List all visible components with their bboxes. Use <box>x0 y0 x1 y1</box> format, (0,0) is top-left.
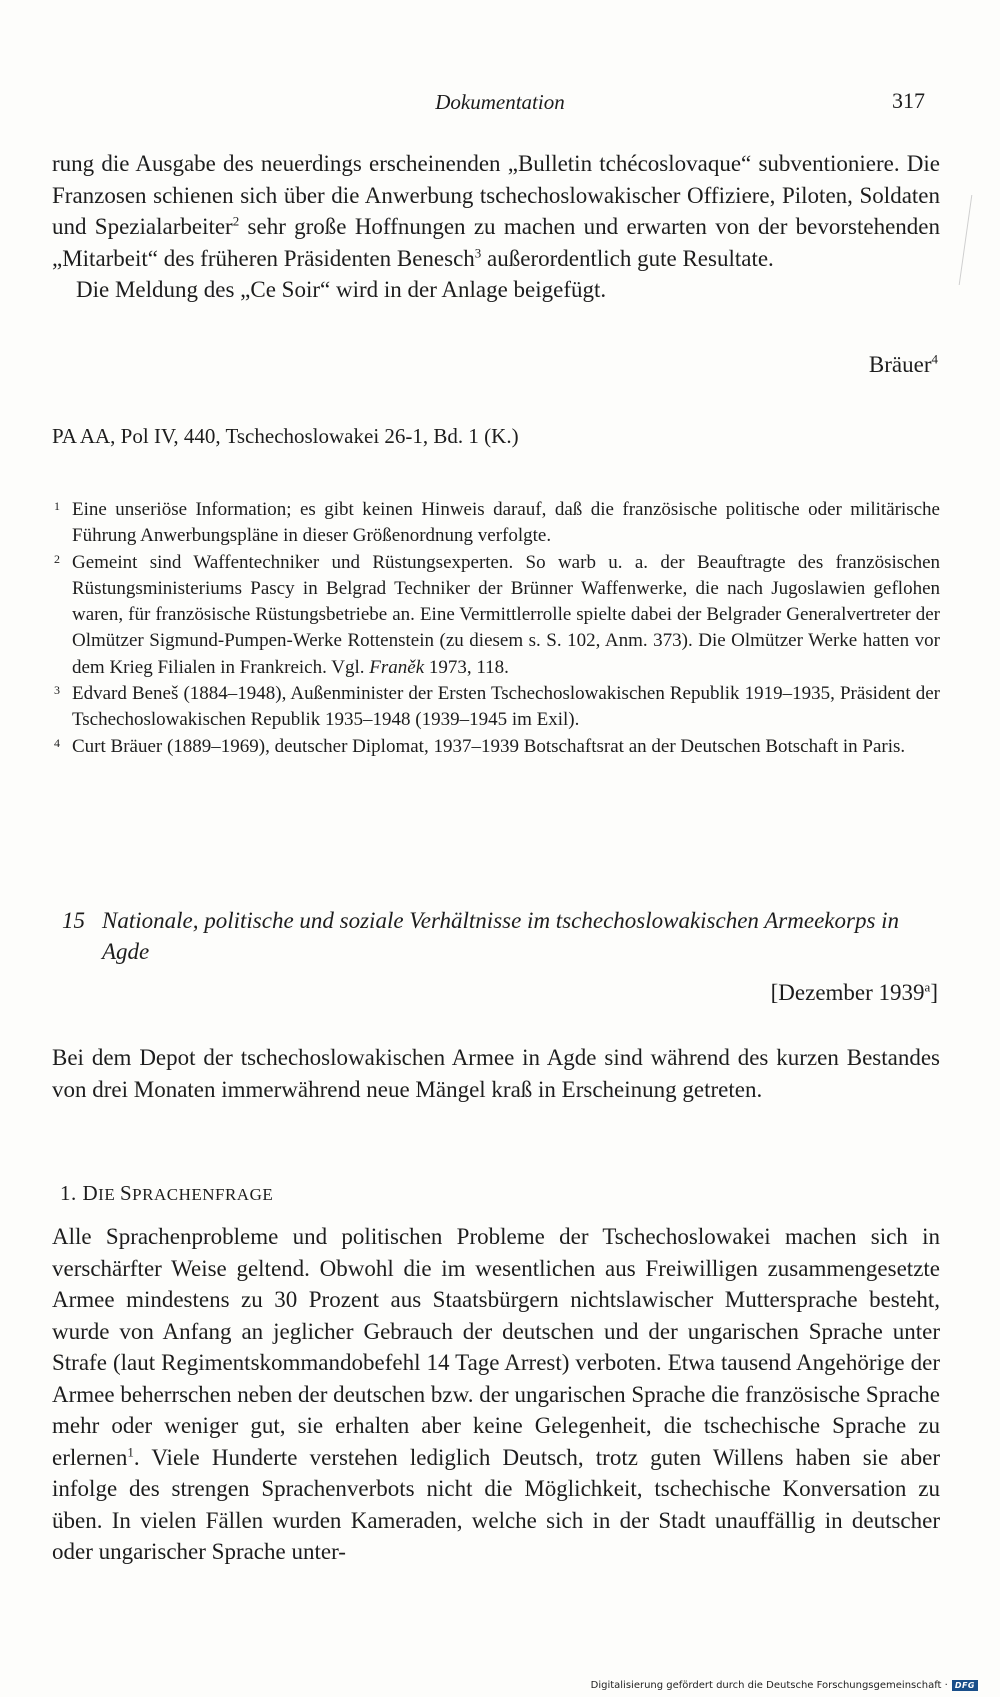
footnote-ref: 4 <box>931 351 938 367</box>
footnote: 3 Edvard Beneš (1884–1948), Außenminister der Ersten Tschechoslowakischen Republik 1919–1935, Präsident der Tschechoslowakischen Republik 1935–1948 (1939–1945 im Exil). <box>54 683 940 731</box>
signature: Bräuer$^4$ <box>868 351 938 377</box>
section-paragraph: Alle Sprachenprobleme und politischen Probleme der Tschechoslowakei machen sich in verschärfter Weise geltend. Obwohl die im wesentlichen aus Freiwilligen zusammengesetzte Armee mindestens zu 30 Prozent aus Staatsbürgern nichtslawischer Muttersprache besteht, wurde von Anfang an jeglicher Gebrauch der deutschen und der ungarischen Sprache unter Strafe (laut Regimentskommandobefehl 14 Tage Arrest) verboten. Etwa tausend Angehörige der Armee beherrschen neben der deutschen bzw. der ungarischen Sprache die französische Sprache mehr oder weniger gut, sie erhalten aber keine Gelegenheit, die tschechische Sprache zu erlernen$^1$. Viele Hunderte verstehen lediglich Deutsch, trotz guten Willens haben sie aber infolge des strengen Sprachenverbots nicht die Möglichkeit, tschechische Konversation zu üben. In vielen Fällen wurden Kameraden, welche sich in der Stadt unauffällig in deutscher oder ungarischer Sprache unter- <box>52 1224 940 1564</box>
intro-text <box>52 148 940 306</box>
digitization-credit: Digitalisierung gefördert durch die Deutsche Forschungsgemeinschaft · DFG <box>591 1680 978 1691</box>
footnote-ref: 3 <box>474 244 482 260</box>
section-heading: 1. DIE SPRACHENFRAGE <box>60 1181 274 1205</box>
footnote-ref: a <box>924 979 931 995</box>
document-heading <box>52 905 940 967</box>
main-paragraph: Bei dem Depot der tschechoslowakischen Armee in Agde sind während des kurzen Bestandes von drei Monaten immerwährend neue Mängel kraß in Erscheinung getreten. <box>52 1045 940 1102</box>
footnotes <box>52 497 940 760</box>
intro-paragraph: rung die Ausgabe des neuerdings erscheinenden „Bulletin tchécoslovaque“ subventioniere. Die Franzosen schienen sich über die Anwerbung tschechoslowakischer Offiziere, Piloten, Soldaten und Spezialarbeiter$^2$ sehr große Hoffnungen zu machen und erwarten von der bevorstehenden „Mitarbeit“ des früheren Präsidenten Benesch$^3$ außerordentlich gute Resultate. <box>52 151 941 271</box>
document-date: [Dezember 1939$^a$] <box>770 979 938 1005</box>
intro-paragraph-2: Die Meldung des „Ce Soir“ wird in der Anlage beigefügt. <box>76 277 607 302</box>
source-reference: PA AA, Pol IV, 440, Tschechoslowakei 26-1, Bd. 1 (K.) <box>52 424 519 448</box>
footnote: 1 Eine unseriöse Information; es gibt keinen Hinweis darauf, daß die französische politische oder militärische Führung Anwerbungspläne in dieser Größenordnung verfolgte. <box>54 499 940 547</box>
margin-pencil-mark <box>943 195 973 285</box>
footnote-ref: 1 <box>127 1443 134 1459</box>
footnote: 4 Curt Bräuer (1889–1969), deutscher Diplomat, 1937–1939 Botschaftsrat an der Deutschen Botschaft in Paris. <box>54 735 906 757</box>
running-header: Dokumentation <box>435 90 565 114</box>
footnote-ref: 2 <box>232 213 240 229</box>
document-number: 15 <box>62 908 85 933</box>
document-title: Nationale, politische und soziale Verhältnisse im tschechoslowakischen Armeekorps in Agde <box>102 908 900 964</box>
dfg-logo: DFG <box>952 1680 978 1691</box>
page-number: 317 <box>892 88 925 113</box>
footnote: 2 Gemeint sind Waffentechniker und Rüstungsexperten. So warb u. a. der Beauftragte des französischen Rüstungsministeriums Pascy in Belgrad Techniker der Brünner Waffenwerke, die nach Jugoslawien geflohen waren, für französische Rüstungsbetriebe an. Eine Vermittlerrolle spielte dabei der Belgrader Generalvertreter der Olmützer Sigmund-Pumpen-Werke Rottenstein (zu diesem s. S. 102, Anm. 373). Die Olmützer Werke hatten vor dem Krieg Filialen in Frankreich. Vgl. Franěk 1973, 118. <box>54 551 940 678</box>
